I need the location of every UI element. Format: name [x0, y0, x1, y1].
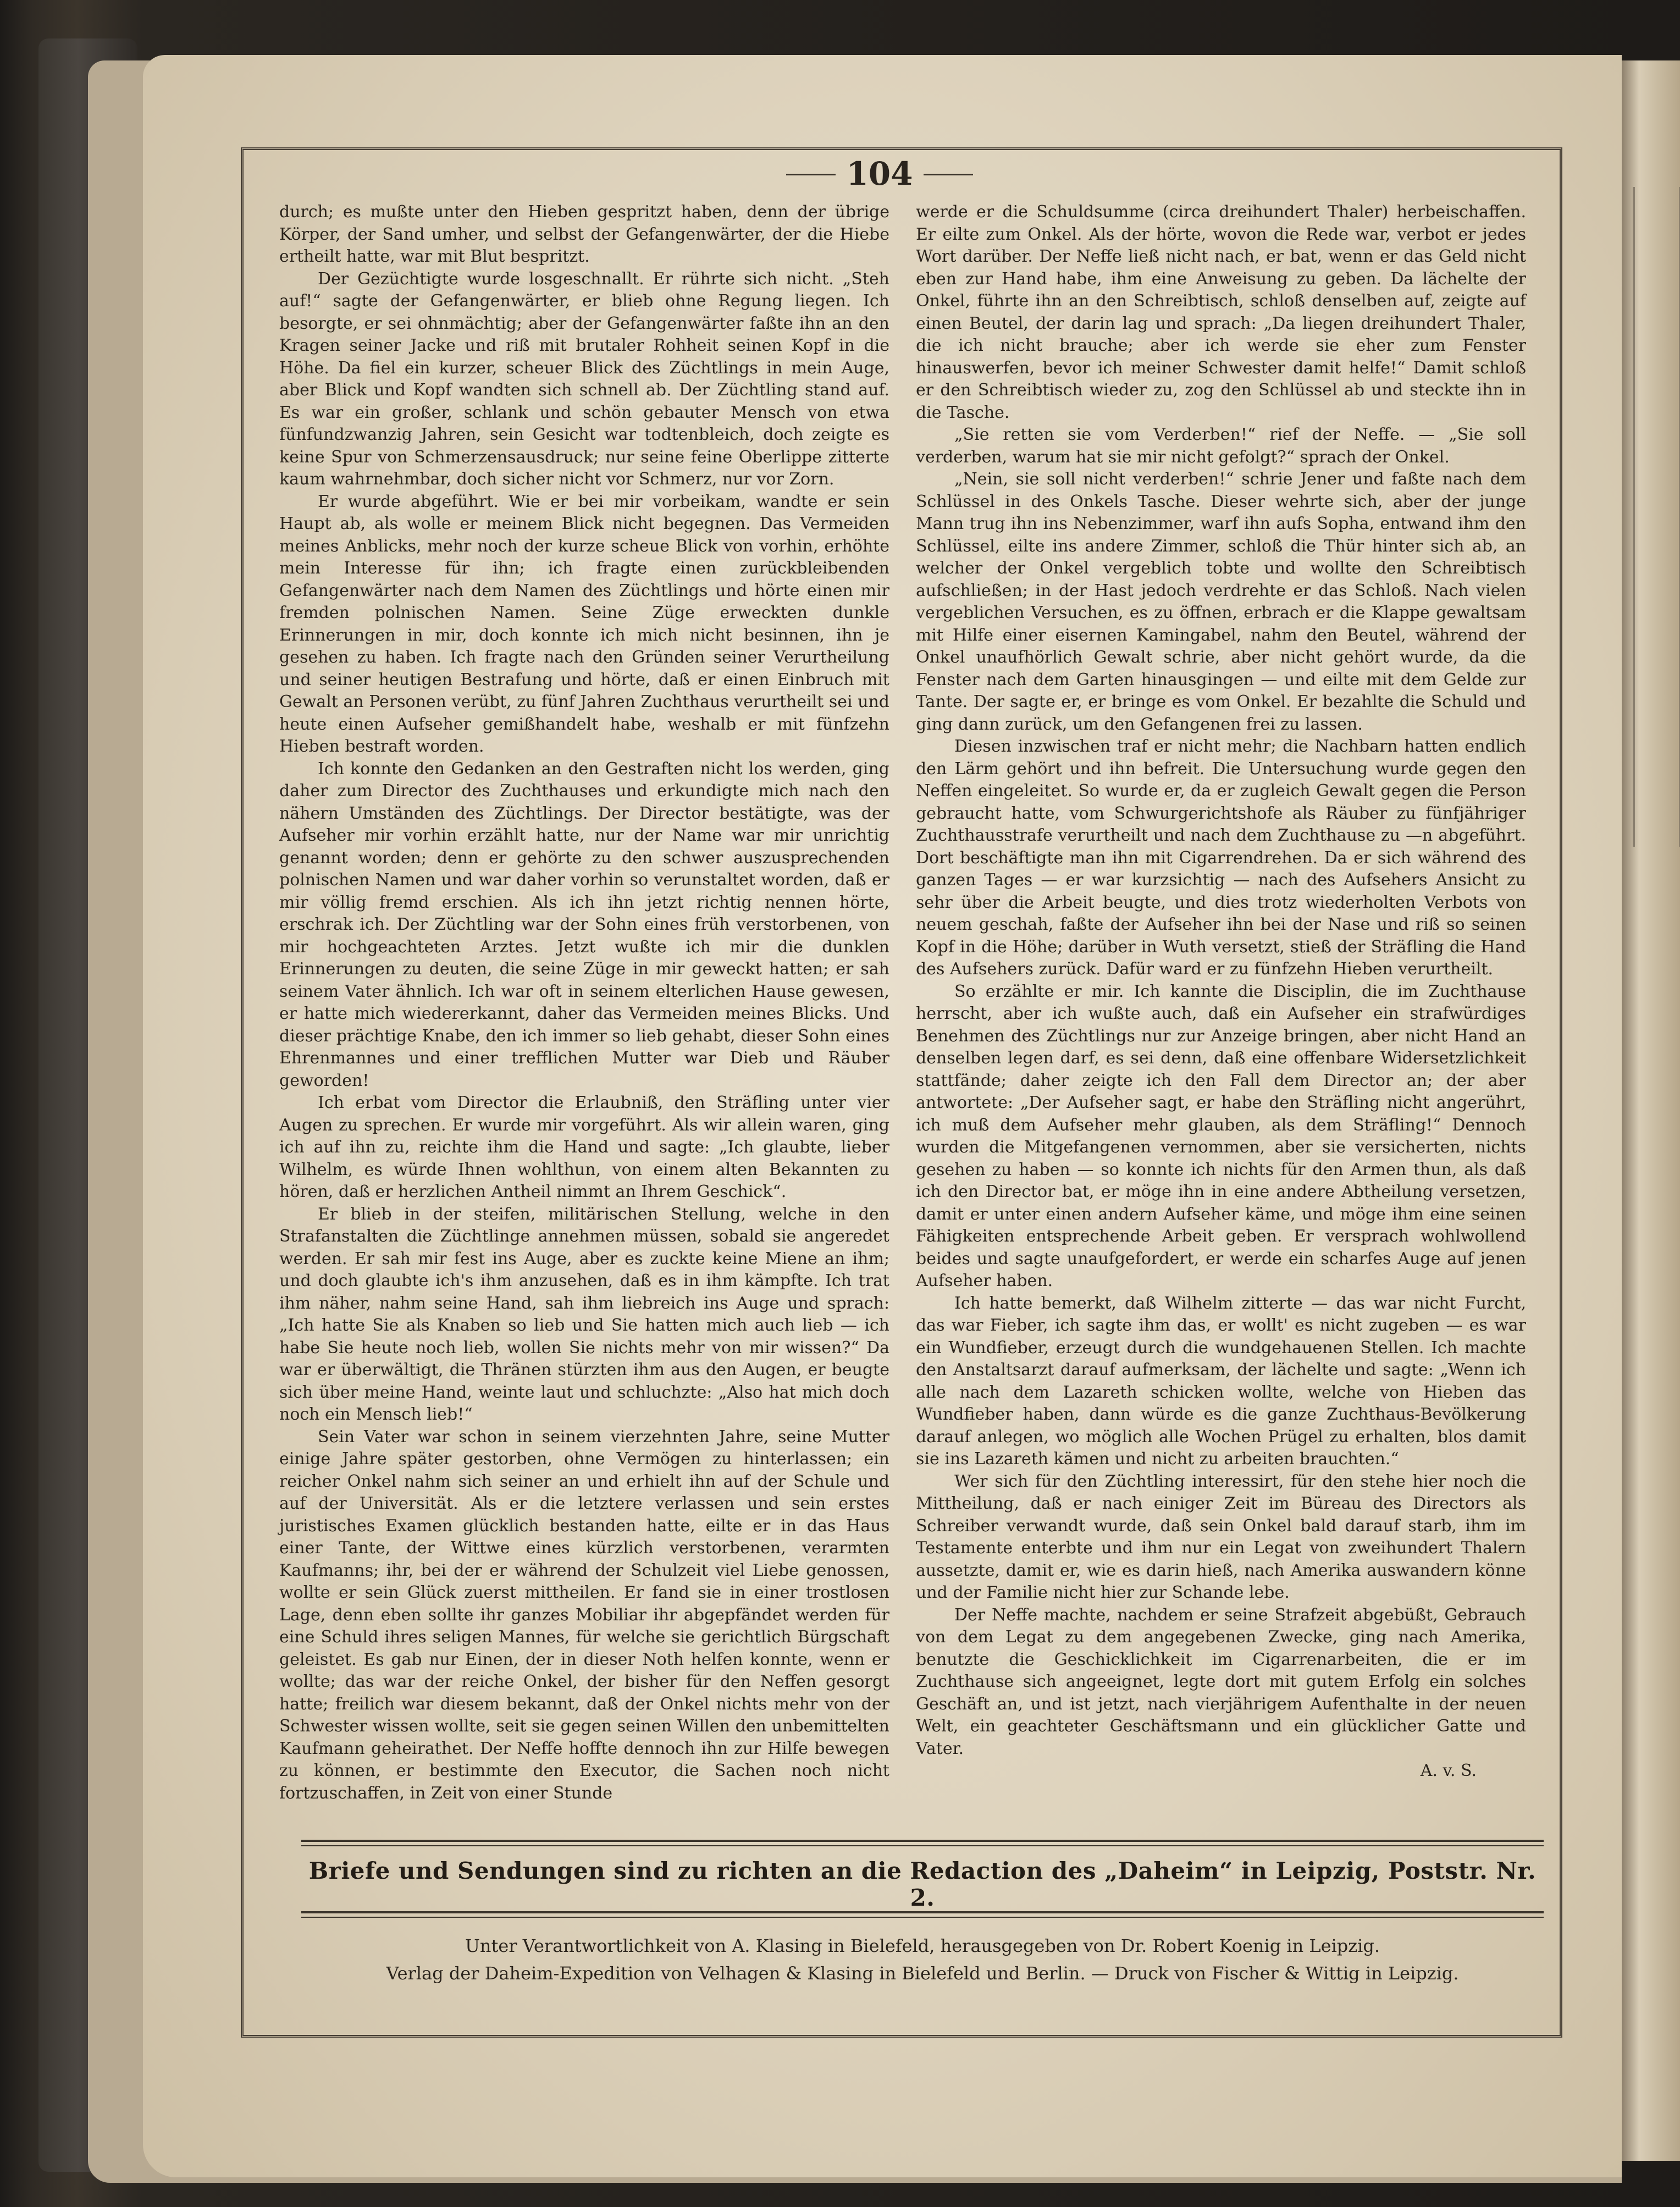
paragraph: durch; es mußte unter den Hieben gespritzt haben, denn der übrige Körper, der Sand umher, und selbst der Gefangenwärter, der die Hiebe ertheilt hatte, war mit Blut bespritzt.: [279, 202, 889, 266]
footer-rule-bottom: [301, 1911, 1544, 1913]
editorial-notice: Briefe und Sendungen sind zu richten an die Redaction des „Daheim“ in Leipzig, Poststr. Nr. 2.: [308, 1857, 1537, 1911]
paragraph: Sein Vater war schon in seinem vierzehnten Jahre, seine Mutter einige Jahre später gestorben, ohne Vermögen zu hinterlassen; ein reicher Onkel nahm sich seiner an und erhielt ihn auf der Schule und auf der Universität. Als er die letztere verlassen und sein erstes juristisches Examen glücklich bestanden hatte, eilte er in das Haus einer Tante, der Wittwe eines kürzlich verstorbenen, verarmten Kaufmanns; ihr, bei der er während der Schulzeit viel Liebe genossen, wollte er sein Glück zuerst mittheilen. Er fand sie in einer trostlosen Lage, denn eben sollte ihr ganzes Mobiliar ihr abgepfändet werden für eine Schuld ihres seligen Mannes, für welche sie gerichtlich Bürgschaft geleistet. Es gab nur Einen, der in dieser Noth helfen konnte, wenn er wollte; das war der reiche Onkel, der bisher für den Neffen gesorgt hatte; freilich war diesem bekannt, daß der Onkel nichts mehr von der Schwester wissen wollte, seit sie gegen seinen Willen den unbemittelten Kaufmann geheirathet. Der Neffe hoffte dennoch ihn zur Hilfe bewegen zu können, er bestimmte den Executor, die Sachen noch nicht fortzuschaffen, in Zeit von einer Stunde: [279, 1427, 889, 1803]
facing-page-ornament: [1633, 187, 1680, 847]
footer-rule-bottom-thin: [301, 1917, 1544, 1918]
paragraph: So erzählte er mir. Ich kannte die Disciplin, die im Zuchthause herrscht, aber ich wußte auch, daß ein Aufseher ein strafwürdiges Benehmen des Züchtlings nur zur Anzeige bringen, aber nicht Hand an denselben legen darf, es sei denn, daß eine offenbare Widersetzlichkeit stattfände; daher zeigte ich den Fall dem Director an; der aber antwortete: „Der Aufseher sagt, er habe den Sträfling nicht angerührt, ich muß dem Aufseher mehr glauben, als dem Sträfling!“ Dennoch wurden die Mitgefangenen vernommen, aber sie versicherten, nichts gesehen zu haben — so konnte ich nichts für den Armen thun, als daß ich den Director bat, er möge ihn in eine andere Abtheilung versetzen, damit er unter einen andern Aufseher käme, und möge ihm eine seinen Fähigkeiten entsprechende Arbeit geben. Er versprach wohlwollend beides und sagte unaufgefordert, er werde ein scharfes Auge auf jenen Aufseher haben.: [916, 981, 1526, 1290]
paragraph: Ich erbat vom Director die Erlaubniß, den Sträfling unter vier Augen zu sprechen. Er wurde mir vorgeführt. Als wir allein waren, ging ich auf ihn zu, reichte ihm die Hand und sagte: „Ich glaubte, lieber Wilhelm, es würde Ihnen wohlthun, von einem alten Bekannten zu hören, daß er herzlichen Antheil nimmt an Ihrem Geschick“.: [279, 1093, 889, 1201]
author-signature: A. v. S.: [1420, 1761, 1477, 1780]
paragraph: Diesen inzwischen traf er nicht mehr; die Nachbarn hatten endlich den Lärm gehört und ihn befreit. Die Untersuchung wurde gegen den Neffen eingeleitet. So wurde er, da er zugleich Gewalt gegen die Person gebraucht hatte, vom Schwurgerichtshofe als Räuber zu fünfjähriger Zuchthausstrafe verurtheilt und nach dem Zuchthause zu —n abgeführt. Dort beschäftigte man ihn mit Cigarrendrehen. Da er sich während des ganzen Tages — er war kurzsichtig — nach des Aufsehers Ansicht zu sehr über die Arbeit beugte, und dies trotz wiederholten Verbots von neuem geschah, faßte der Aufseher ihn bei der Nase und riß so seinen Kopf in die Höhe; darüber in Wuth versetzt, stieß der Sträfling die Hand des Aufsehers zurück. Dafür ward er zu fünfzehn Hieben verurtheilt.: [916, 737, 1526, 979]
imprint-line: Unter Verantwortlichkeit von A. Klasing in Bielefeld, herausgegeben von Dr. Robert Koenig in Leipzig.: [465, 1935, 1380, 1956]
left-text-column: [279, 201, 889, 1805]
paragraph: Der Neffe machte, nachdem er seine Strafzeit abgebüßt, Gebrauch von dem Legat zu dem angegebenen Zwecke, ging nach Amerika, benutzte die Geschicklichkeit im Cigarrenarbeiten, die er im Zuchthause sich angeeignet, legte dort mit gutem Erfolg ein solches Geschäft an, und ist jetzt, nach vierjährigem Aufenthalte in der neuen Welt, ein geachteter Geschäftsmann und ein glücklicher Gatte und Vater.: [916, 1605, 1526, 1758]
footer-rule-top: [301, 1840, 1544, 1842]
facing-page-edge: [1622, 60, 1680, 2161]
paragraph: Der Gezüchtigte wurde losgeschnallt. Er rührte sich nicht. „Steh auf!“ sagte der Gefangenwärter, er blieb ohne Regung liegen. Ich besorgte, er sei ohnmächtig; aber der Gefangenwärter faßte ihn an den Kragen seiner Jacke und riß mit brutaler Rohheit seinen Kopf in die Höhe. Da fiel ein kurzer, scheuer Blick des Züchtlings in mein Auge, aber Blick und Kopf wandten sich schnell ab. Der Züchtling stand auf. Es war ein großer, schlank und schön gebauter Mensch von etwa fünfundzwanzig Jahren, sein Gesicht war todtenbleich, doch zeigte es keine Spur von Schmerzensausdruck; nur seine feine Oberlippe zitterte kaum wahrnehmbar, doch sicher nicht vor Schmerz, nur vor Zorn.: [279, 269, 889, 489]
paragraph: Ich konnte den Gedanken an den Gestraften nicht los werden, ging daher zum Director des Zuchthauses und erkundigte mich nach den nähern Umständen des Züchtlings. Der Director bestätigte, was der Aufseher mir vorhin erzählt hatte, nur der Name war mir unrichtig genannt worden; denn er gehörte zu den schwer auszusprechenden polnischen Namen und war daher vorhin so verunstaltet worden, daß er mir völlig fremd erschien. Als ich ihn jetzt richtig nennen hörte, erschrak ich. Der Züchtling war der Sohn eines früh verstorbenen, von mir hochgeachteten Arztes. Jetzt wußte ich mir die dunklen Erinnerungen zu deuten, die seine Züge in mir geweckt hatten; er sah seinem Vater ähnlich. Ich war oft in seinem elterlichen Hause gewesen, er hatte mich wiedererkannt, daher das Vermeiden meines Blicks. Und dieser prächtige Knabe, den ich immer so lieb gehabt, dieser Sohn eines Ehrenmannes und einer trefflichen Mutter war Dieb und Räuber geworden!: [279, 759, 889, 1090]
paragraph: Er blieb in der steifen, militärischen Stellung, welche in den Strafanstalten die Züchtlinge annehmen müssen, sobald sie angeredet werden. Er sah mir fest ins Auge, aber es zuckte keine Miene an ihm; und doch glaubte ich's ihm anzusehen, daß es in ihm kämpfte. Ich trat ihm näher, nahm seine Hand, sah ihm liebreich ins Auge und sprach: „Ich hatte Sie als Knaben so lieb und Sie hatten mich auch lieb — ich habe Sie heute noch lieb, wollen Sie nichts mehr von mir wissen?“ Da war er überwältigt, die Thränen stürzten ihm aus den Augen, er beugte sich über meine Hand, weinte laut und schluchzte: „Also hat mich doch noch ein Mensch lieb!“: [279, 1204, 889, 1424]
paragraph: Wer sich für den Züchtling interessirt, für den stehe hier noch die Mittheilung, daß er nach einiger Zeit im Büreau des Directors als Schreiber verwandt wurde, daß sein Onkel bald darauf starb, ihm im Testamente enterbte und ihm nur ein Legat von zweihundert Thalern aussetzte, damit er, wie es darin hieß, nach Amerika auswandern könne und der Familie nicht hier zur Schande lebe.: [916, 1471, 1526, 1602]
page-number: 104: [825, 155, 935, 192]
paragraph: „Nein, sie soll nicht verderben!“ schrie Jener und faßte nach dem Schlüssel in des Onkels Tasche. Dieser wehrte sich, aber der junge Mann trug ihn ins Nebenzimmer, warf ihn aufs Sopha, entwand ihm den Schlüssel, eilte ins andere Zimmer, schloß die Thür hinter sich ab, an welcher der Onkel vergeblich tobte und wollte den Schreibtisch aufschließen; in der Hast jedoch verdrehte er das Schloß. Nach vielen vergeblichen Versuchen, es zu öffnen, erbrach er die Klappe gewaltsam mit Hilfe einer eisernen Kamingabel, nahm den Beutel, während der Onkel unaufhörlich Gewalt schrie, aber nicht gehört wurde, da die Fenster nach dem Garten hinausgingen — und eilte mit dem Gelde zur Tante. Der sagte er, er bringe es vom Onkel. Er bezahlte die Schuld und ging dann zurück, um den Gefangenen frei zu lassen.: [916, 470, 1526, 734]
imprint-line: Verlag der Daheim-Expedition von Velhagen & Klasing in Bielefeld und Berlin. — Druck von Fischer & Wittig in Leipzig.: [386, 1963, 1459, 1984]
paragraph: Ich hatte bemerkt, daß Wilhelm zitterte — das war nicht Furcht, das war Fieber, ich sagte ihm das, er wollt' es nicht zugeben — es war ein Wundfieber, erzeugt durch die wundgehauenen Stellen. Ich machte den Anstaltsarzt darauf aufmerksam, der lächelte und sagte: „Wenn ich alle nach dem Lazareth schicken wollte, welche von Hieben das Wundfieber haben, dann würde es die ganze Zuchthaus-Bevölkerung darauf anlegen, wo möglich alle Wochen Prügel zu erhalten, blos damit sie ins Lazareth kämen und nicht zu arbeiten brauchten.“: [916, 1293, 1526, 1469]
footer-rule-top-thin: [301, 1845, 1544, 1846]
right-text-column: [916, 201, 1526, 1783]
paragraph: werde er die Schuldsumme (circa dreihundert Thaler) herbeischaffen. Er eilte zum Onkel. Als der hörte, wovon die Rede war, verbot er jedes Wort darüber. Der Neffe ließ nicht nach, er bat, wenn er das Geld nicht eben zur Hand habe, ihm eine Anweisung zu geben. Da lächelte der Onkel, führte ihn an den Schreibtisch, schloß denselben auf, zeigte auf einen Beutel, der darin lag und sprach: „Da liegen dreihundert Thaler, die ich nicht brauche; aber ich werde sie eher zum Fenster hinauswerfen, bevor ich meiner Schwester damit helfe!“ Damit schloß er den Schreibtisch wieder zu, zog den Schlüssel ab und steckte ihn in die Tasche.: [916, 202, 1526, 422]
paragraph: Er wurde abgeführt. Wie er bei mir vorbeikam, wandte er sein Haupt ab, als wolle er meinem Blick nicht begegnen. Das Vermeiden meines Anblicks, mehr noch der kurze scheue Blick von vorhin, erhöhte mein Interesse für ihn; ich fragte einen zurückbleibenden Gefangenwärter nach dem Namen des Züchtlings und hörte einen mir fremden polnischen Namen. Seine Züge erweckten dunkle Erinnerungen in mir, doch konnte ich mich nicht besinnen, ihn je gesehen zu haben. Ich fragte nach den Gründen seiner Verurtheilung und seiner heutigen Bestrafung und hörte, daß er einen Einbruch mit Gewalt an Personen verübt, zu fünf Jahren Zuchthaus verurtheilt sei und heute einen Aufseher gemißhandelt habe, weshalb er mit fünfzehn Hieben bestraft worden.: [279, 492, 890, 756]
paragraph: „Sie retten sie vom Verderben!“ rief der Neffe. — „Sie soll verderben, warum hat sie mir nicht gefolgt?“ sprach der Onkel.: [916, 425, 1526, 467]
